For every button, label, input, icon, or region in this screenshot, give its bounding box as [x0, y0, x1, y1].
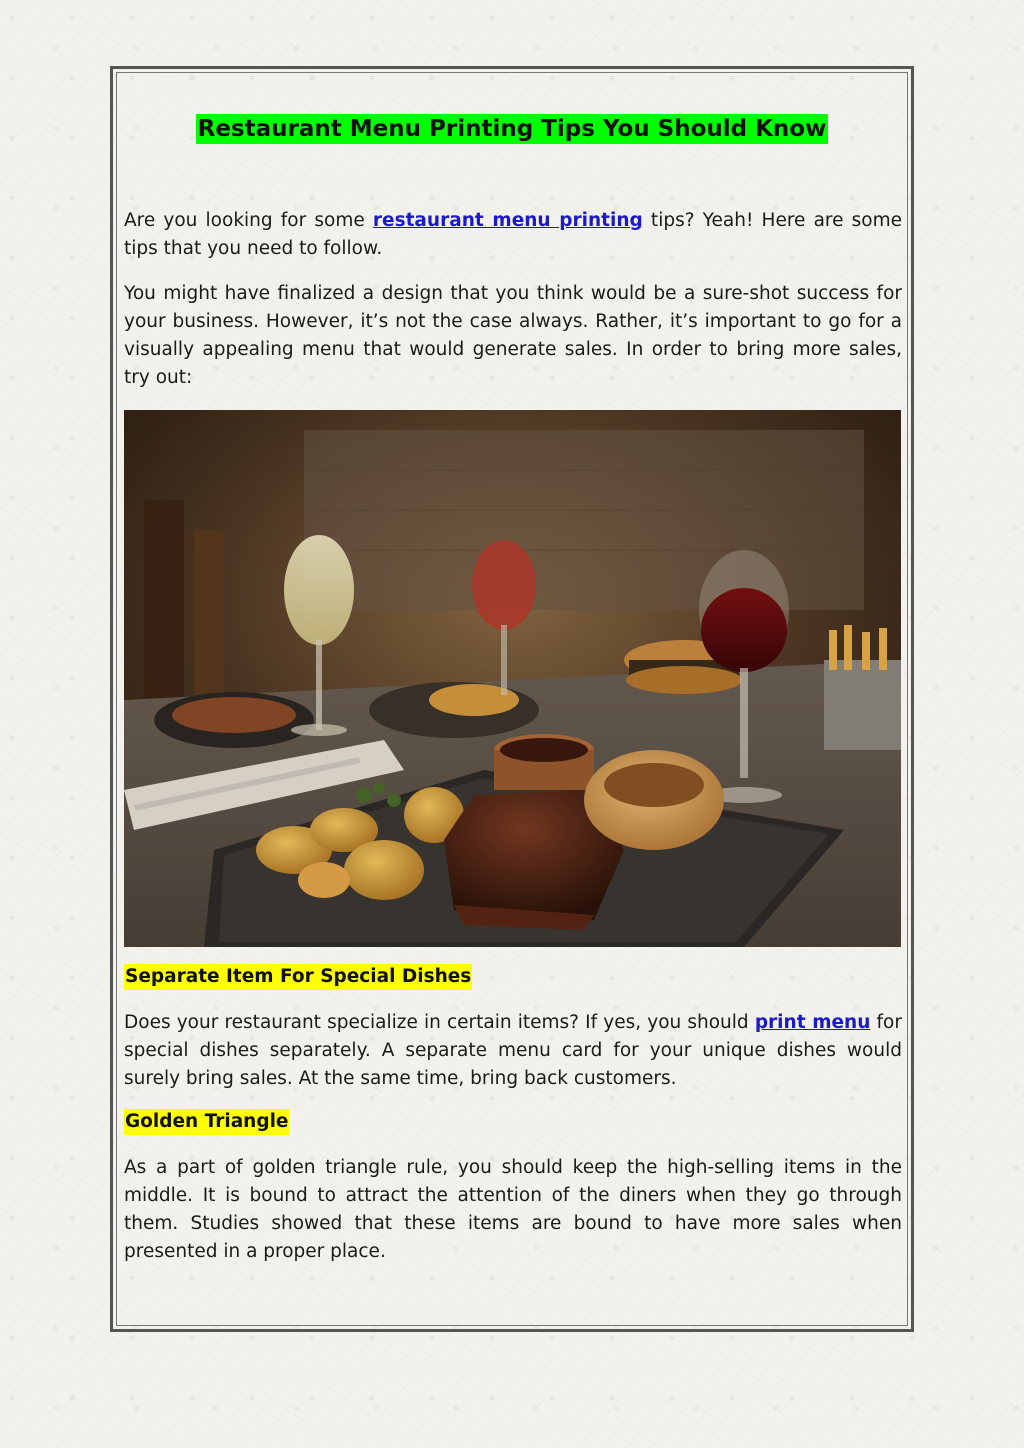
intro-text-start: Are you looking for some: [124, 210, 373, 231]
page-title: Restaurant Menu Printing Tips You Should Know: [197, 116, 827, 142]
intro-paragraph: [124, 207, 902, 263]
design-paragraph: You might have finalized a design that you think would be a sure-shot success for your business. However, it’s not the case always. Rather, it’s important to go for a visually appealing menu that would generate sales. In order to bring more sales, try out:: [124, 283, 902, 388]
restaurant-menu-printing-link[interactable]: restaurant menu printing: [372, 210, 643, 231]
special-dishes-heading: Separate Item For Special Dishes: [124, 964, 472, 990]
golden-triangle-heading: Golden Triangle: [124, 1109, 289, 1135]
golden-triangle-section: [124, 1109, 902, 1135]
design-paragraph-block: [124, 280, 902, 392]
special-dishes-section: [124, 964, 902, 990]
intro-paragraph-block: [124, 207, 902, 263]
special-dishes-text-end: for special dishes separately. A separate menu card for your unique dishes would surely bring sales. At the same time, bring back customers.: [124, 1012, 902, 1089]
restaurant-dinner-photo: [124, 410, 901, 947]
title-container: [0, 114, 1024, 144]
special-dishes-paragraph-block: [124, 1009, 902, 1093]
print-menu-link[interactable]: print menu: [754, 1012, 871, 1033]
special-dishes-text-start: Does your restaurant specialize in certain items? If yes, you should: [124, 1012, 755, 1033]
golden-triangle-paragraph-block: [124, 1154, 902, 1266]
intro-text-end: tips? Yeah! Here are some tips that you need to follow.: [124, 210, 903, 259]
golden-triangle-paragraph: As a part of golden triangle rule, you should keep the high-selling items in the middle. It is bound to attract the attention of the diners when they go through them. Studies showed that these items are bound to have more sales when presented in a proper place.: [124, 1157, 902, 1262]
special-dishes-paragraph: [124, 1009, 902, 1093]
